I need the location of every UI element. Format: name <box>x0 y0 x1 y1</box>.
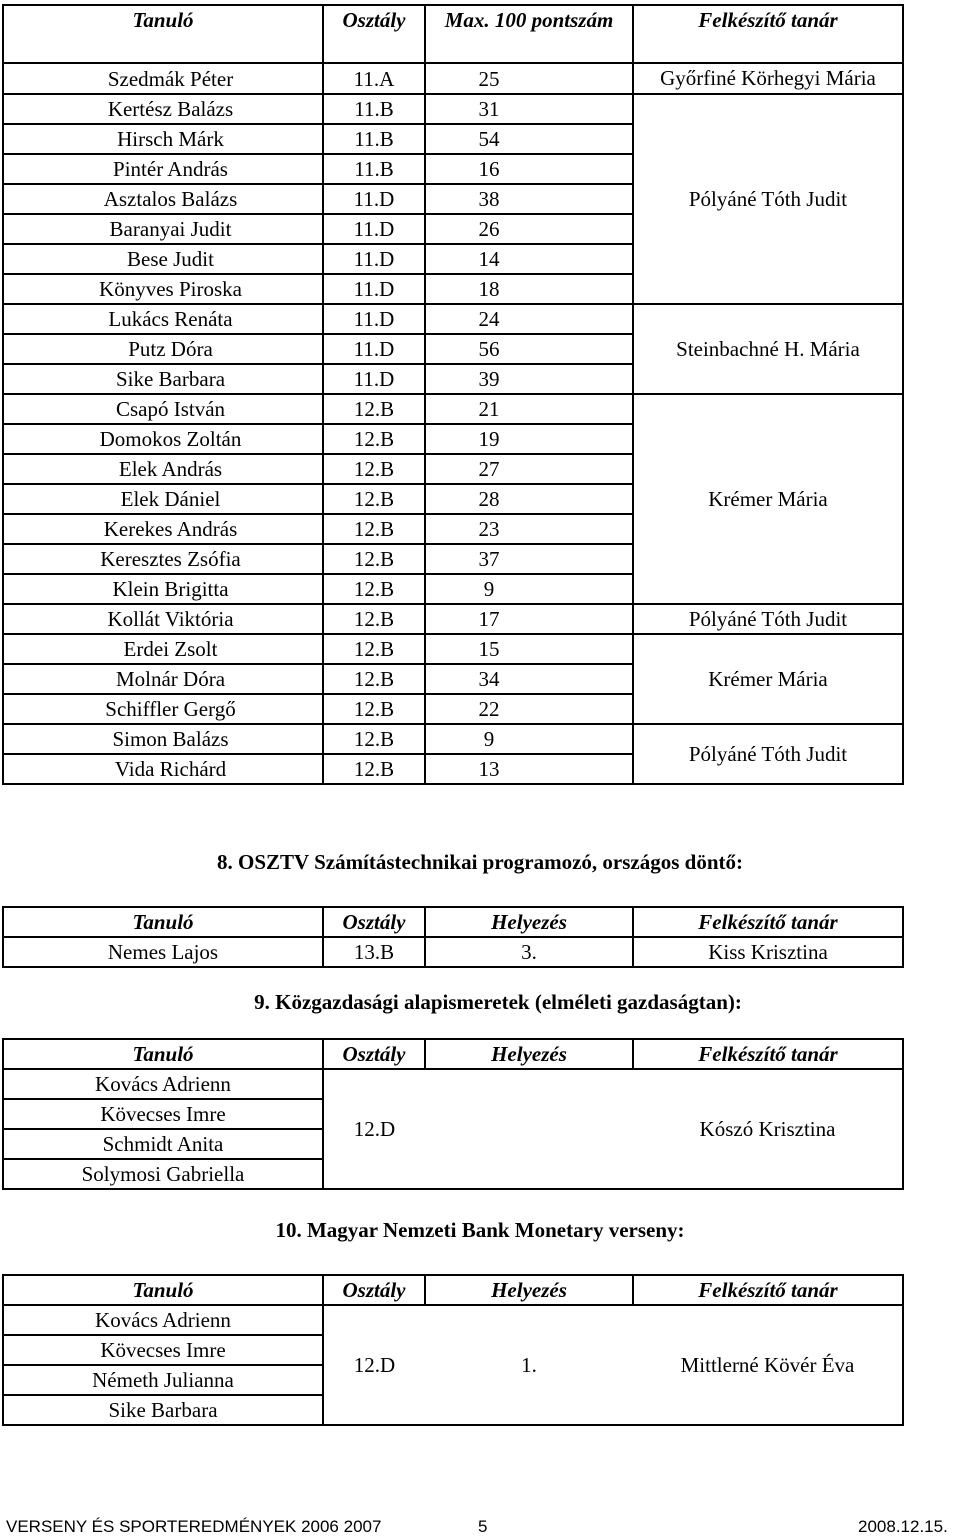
header-teacher: Felkészítő tanár <box>633 1275 903 1305</box>
student-name: Keresztes Zsófia <box>3 544 323 574</box>
table-row <box>3 394 903 424</box>
student-name: Szedmák Péter <box>3 63 323 94</box>
student-name: Erdei Zsolt <box>3 634 323 664</box>
student-name: Pintér András <box>3 154 323 184</box>
student-score: 31 <box>425 94 633 124</box>
student-name: Kövecses Imre <box>3 1099 323 1129</box>
header-student: Tanuló <box>3 1275 323 1305</box>
student-class: 12.B <box>323 424 425 454</box>
student-class: 11.B <box>323 154 425 184</box>
header-class: Osztály <box>323 1039 425 1069</box>
student-class: 12.B <box>323 454 425 484</box>
table-row <box>3 94 903 124</box>
student-class: 11.D <box>323 274 425 304</box>
header-place: Helyezés <box>425 1275 633 1305</box>
student-name: Molnár Dóra <box>3 664 323 694</box>
student-name: Sike Barbara <box>3 364 323 394</box>
header-teacher: Felkészítő tanár <box>633 5 903 63</box>
student-score: 56 <box>425 334 633 364</box>
student-score: 26 <box>425 214 633 244</box>
student-name: Kovács Adrienn <box>3 1069 323 1099</box>
table-header-row <box>3 907 903 937</box>
student-class: 12.B <box>323 604 425 634</box>
table-row <box>3 304 903 334</box>
header-class: Osztály <box>323 907 425 937</box>
student-score: 19 <box>425 424 633 454</box>
student-class: 11.A <box>323 63 425 94</box>
student-name: Bese Judit <box>3 244 323 274</box>
student-name: Domokos Zoltán <box>3 424 323 454</box>
student-teacher: Krémer Mária <box>633 634 903 724</box>
student-score: 34 <box>425 664 633 694</box>
student-teacher: Krémer Mária <box>633 394 903 604</box>
student-class: 12.B <box>323 634 425 664</box>
results-table-main <box>2 4 904 785</box>
student-class: 12.B <box>323 574 425 604</box>
table-header-row <box>3 1039 903 1069</box>
student-name: Schiffler Gergő <box>3 694 323 724</box>
section-9-title: 9. Közgazdasági alapismeretek (elméleti gazdaságtan): <box>254 990 742 1014</box>
student-class: 12.B <box>323 514 425 544</box>
header-teacher: Felkészítő tanár <box>633 907 903 937</box>
group-place <box>425 1069 633 1189</box>
group-class: 12.D <box>323 1305 425 1425</box>
student-name: Asztalos Balázs <box>3 184 323 214</box>
student-class: 12.B <box>323 394 425 424</box>
student-score: 17 <box>425 604 633 634</box>
student-class: 11.B <box>323 94 425 124</box>
student-name: Elek András <box>3 454 323 484</box>
student-name: Kollát Viktória <box>3 604 323 634</box>
student-score: 13 <box>425 754 633 784</box>
student-place: 3. <box>425 937 633 967</box>
section-8-title: 8. OSZTV Számítástechnikai programozó, országos döntő: <box>217 850 743 874</box>
table-row <box>3 1069 903 1099</box>
student-name: Klein Brigitta <box>3 574 323 604</box>
results-table-economics <box>2 1038 904 1190</box>
student-name: Schmidt Anita <box>3 1129 323 1159</box>
student-score: 9 <box>425 724 633 754</box>
student-class: 12.B <box>323 754 425 784</box>
student-score: 27 <box>425 454 633 484</box>
footer-title: VERSENY ÉS SPORTEREDMÉNYEK 2006 2007 <box>6 1517 382 1536</box>
table-header-row <box>3 5 903 63</box>
student-class: 11.D <box>323 364 425 394</box>
student-teacher: Pólyáné Tóth Judit <box>633 604 903 634</box>
student-name: Csapó István <box>3 394 323 424</box>
table-row <box>3 724 903 754</box>
student-name: Lukács Renáta <box>3 304 323 334</box>
header-class: Osztály <box>323 1275 425 1305</box>
student-score: 38 <box>425 184 633 214</box>
student-score: 23 <box>425 514 633 544</box>
table-row <box>3 63 903 94</box>
student-class: 11.D <box>323 304 425 334</box>
student-class: 11.D <box>323 184 425 214</box>
student-class: 13.B <box>323 937 425 967</box>
student-name: Vida Richárd <box>3 754 323 784</box>
student-score: 21 <box>425 394 633 424</box>
student-class: 12.B <box>323 724 425 754</box>
student-score: 25 <box>425 63 633 94</box>
student-name: Kövecses Imre <box>3 1335 323 1365</box>
student-teacher: Kiss Krisztina <box>633 937 903 967</box>
student-teacher: Győrfiné Körhegyi Mária <box>633 63 903 94</box>
student-name: Solymosi Gabriella <box>3 1159 323 1189</box>
student-score: 24 <box>425 304 633 334</box>
footer-date: 2008.12.15. <box>858 1517 948 1536</box>
table-row <box>3 604 903 634</box>
header-student: Tanuló <box>3 5 323 63</box>
student-name: Elek Dániel <box>3 484 323 514</box>
student-score: 9 <box>425 574 633 604</box>
results-table-mnb <box>2 1274 904 1426</box>
student-score: 14 <box>425 244 633 274</box>
main-table-body <box>3 63 903 784</box>
student-score: 22 <box>425 694 633 724</box>
student-name: Simon Balázs <box>3 724 323 754</box>
student-score: 39 <box>425 364 633 394</box>
student-name: Németh Julianna <box>3 1365 323 1395</box>
student-score: 18 <box>425 274 633 304</box>
table-header-row <box>3 1275 903 1305</box>
footer-page-number: 5 <box>478 1517 488 1536</box>
group-teacher: Mittlerné Kövér Éva <box>633 1305 903 1425</box>
student-score: 16 <box>425 154 633 184</box>
student-name: Putz Dóra <box>3 334 323 364</box>
student-score: 15 <box>425 634 633 664</box>
group-teacher: Kószó Krisztina <box>633 1069 903 1189</box>
student-teacher: Steinbachné H. Mária <box>633 304 903 394</box>
section-10-title: 10. Magyar Nemzeti Bank Monetary verseny: <box>275 1218 685 1242</box>
student-name: Sike Barbara <box>3 1395 323 1425</box>
student-name: Kovács Adrienn <box>3 1305 323 1335</box>
header-teacher: Felkészítő tanár <box>633 1039 903 1069</box>
student-name: Könyves Piroska <box>3 274 323 304</box>
student-name: Baranyai Judit <box>3 214 323 244</box>
table-row <box>3 1305 903 1335</box>
student-class: 11.D <box>323 244 425 274</box>
student-teacher: Pólyáné Tóth Judit <box>633 724 903 784</box>
header-max-score: Max. 100 pontszám <box>425 5 633 63</box>
student-class: 11.D <box>323 334 425 364</box>
header-student: Tanuló <box>3 907 323 937</box>
student-score: 37 <box>425 544 633 574</box>
student-class: 11.B <box>323 124 425 154</box>
student-class: 12.B <box>323 484 425 514</box>
student-class: 12.B <box>323 544 425 574</box>
header-class: Osztály <box>323 5 425 63</box>
student-teacher: Pólyáné Tóth Judit <box>633 94 903 304</box>
table-row <box>3 634 903 664</box>
group-class: 12.D <box>323 1069 425 1189</box>
results-table-osztv <box>2 906 904 968</box>
student-score: 54 <box>425 124 633 154</box>
student-name: Kertész Balázs <box>3 94 323 124</box>
student-name: Kerekes András <box>3 514 323 544</box>
header-place: Helyezés <box>425 1039 633 1069</box>
student-score: 28 <box>425 484 633 514</box>
table-row <box>3 937 903 967</box>
student-name: Nemes Lajos <box>3 937 323 967</box>
student-class: 12.B <box>323 694 425 724</box>
student-class: 12.B <box>323 664 425 694</box>
group-place: 1. <box>425 1305 633 1425</box>
student-class: 11.D <box>323 214 425 244</box>
student-name: Hirsch Márk <box>3 124 323 154</box>
header-student: Tanuló <box>3 1039 323 1069</box>
header-place: Helyezés <box>425 907 633 937</box>
